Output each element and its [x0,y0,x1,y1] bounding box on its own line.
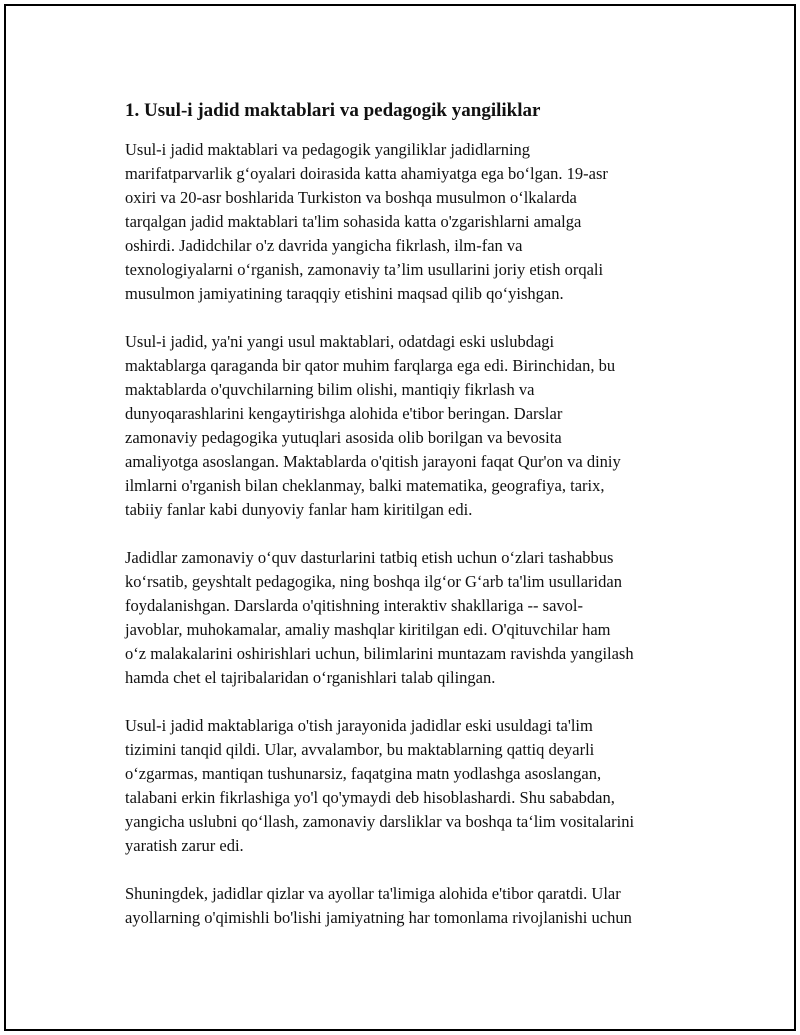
paragraph [125,714,695,858]
section-heading: 1. Usul-i jadid maktablari va pedagogik yangiliklar [125,100,541,121]
paragraph [125,138,695,306]
text-line: maktablarga qaraganda bir qator muhim farqlarga ega edi. Birinchidan, bu [125,356,616,375]
text-line: foydalanishgan. Darslarda o'qitishning interaktiv shakllariga -- savol- [125,596,583,615]
paragraph-list [125,138,695,930]
page-frame [4,4,796,1031]
text-line: oxiri va 20-asr boshlarida Turkiston va boshqa musulmon o‘lkalarda [125,188,577,207]
text-line: maktablarda o'quvchilarning bilim olishi, mantiqiy fikrlash va [125,380,535,399]
text-line: Shuningdek, jadidlar qizlar va ayollar ta'limiga alohida e'tibor qaratdi. Ular [125,884,621,903]
text-line: Usul-i jadid maktablari va pedagogik yangiliklar jadidlarning [125,140,531,159]
paragraph [125,546,695,690]
text-line: hamda chet el tajribalaridan o‘rganishlari talab qilingan. [125,668,496,687]
text-line: dunyoqarashlarini kengaytirishga alohida e'tibor beringan. Darslar [125,404,563,423]
document-body [125,98,695,954]
paragraph [125,330,695,522]
paragraph [125,882,695,930]
text-line: ayollarning o'qimishli bo'lishi jamiyatning har tomonlama rivojlanishi uchun [125,908,632,927]
text-line: marifatparvarlik g‘oyalari doirasida katta ahamiyatga ega bo‘lgan. 19-asr [125,164,608,183]
text-line: oshirdi. Jadidchilar o'z davrida yangicha fikrlash, ilm-fan va [125,236,523,255]
text-line: yaratish zarur edi. [125,836,244,855]
text-line: ko‘rsatib, geyshtalt pedagogika, ning boshqa ilg‘or G‘arb ta'lim usullaridan [125,572,622,591]
text-line: javoblar, muhokamalar, amaliy mashqlar kiritilgan edi. O'qituvchilar ham [125,620,611,639]
text-line: Usul-i jadid, ya'ni yangi usul maktablari, odatdagi eski uslubdagi [125,332,555,351]
text-line: o‘zgarmas, mantiqan tushunarsiz, faqatgina matn yodlashga asoslangan, [125,764,602,783]
text-line: yangicha uslubni qo‘llash, zamonaviy darsliklar va boshqa ta‘lim vositalarini [125,812,635,831]
text-line: zamonaviy pedagogika yutuqlari asosida olib borilgan va bevosita [125,428,562,447]
text-line: Jadidlar zamonaviy o‘quv dasturlarini tatbiq etish uchun o‘zlari tashabbus [125,548,614,567]
text-line: tabiiy fanlar kabi dunyoviy fanlar ham kiritilgan edi. [125,500,473,519]
text-line: ilmlarni o'rganish bilan cheklanmay, balki matematika, geografiya, tarix, [125,476,605,495]
text-line: tarqalgan jadid maktablari ta'lim sohasida katta o'zgarishlarni amalga [125,212,582,231]
text-line: tizimini tanqid qildi. Ular, avvalambor, bu maktablarning qattiq deyarli [125,740,595,759]
text-line: o‘z malakalarini oshirishlari uchun, bilimlarini muntazam ravishda yangilash [125,644,634,663]
text-line: musulmon jamiyatining taraqqiy etishini maqsad qilib qo‘yishgan. [125,284,564,303]
text-line: Usul-i jadid maktablariga o'tish jarayonida jadidlar eski usuldagi ta'lim [125,716,593,735]
text-line: texnologiyalarni o‘rganish, zamonaviy ta’lim usullarini joriy etish orqali [125,260,604,279]
text-line: amaliyotga asoslangan. Maktablarda o'qitish jarayoni faqat Qur'on va diniy [125,452,621,471]
text-line: talabani erkin fikrlashiga yo'l qo'ymaydi deb hisoblashardi. Shu sababdan, [125,788,615,807]
